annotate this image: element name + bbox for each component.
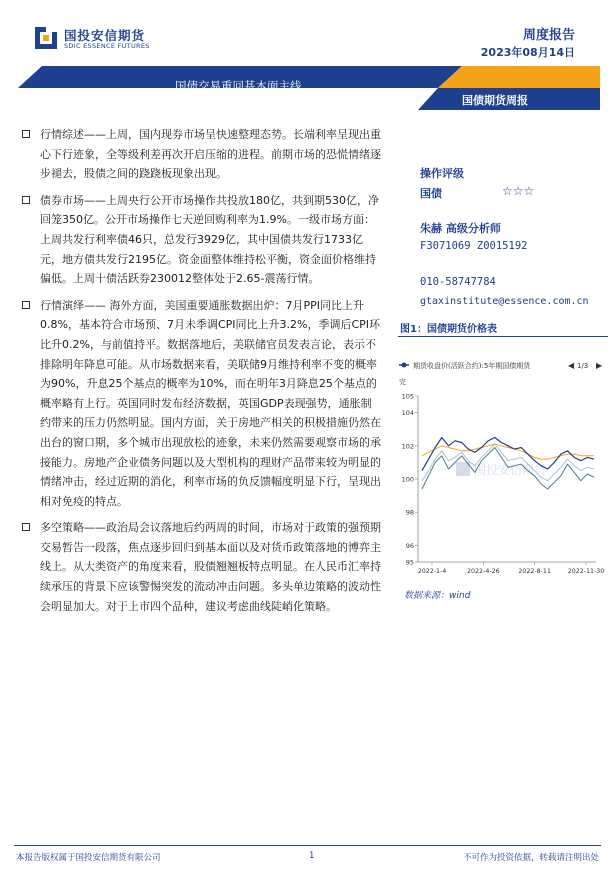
chart-source: 数据来源：wind <box>404 591 471 601</box>
bullet-strategy <box>22 518 382 616</box>
company-logo <box>34 24 184 54</box>
bullet-market-evolution <box>22 296 382 512</box>
report-date: 2023年08月14日 <box>480 46 575 59</box>
y-tick-label: 102 <box>401 442 414 451</box>
legend-text: 期货收盘价(活跃合约):5年期国债期货 <box>413 362 531 370</box>
x-tick-label: 2022-11-30 <box>567 568 605 575</box>
rating-stars-icon: ☆☆☆ <box>502 184 535 198</box>
chart-legend <box>399 361 603 386</box>
footer-divider <box>14 845 601 846</box>
figure-title: 图1：国债期货价格表 <box>400 324 497 335</box>
legend-prev-icon[interactable]: ◀ <box>568 361 575 370</box>
figure-divider <box>398 336 608 337</box>
summary-column <box>22 125 382 623</box>
bullet-text: 行情演绎—— 海外方面，美国重要通胀数据出炉：7月PPI同比上升0.8%，基本符合市场预、7月未季调CPI同比上升3.2%，季调后CPI环比升0.2%，与前值持平。数据落地后，美联储官员发表言论，表示不排除明年降息可能。从市场数据来看，美联储9月维持利率不变的概率为90%，升息25个基点的概率为10%，而在明年3月降息25个基点的概率略有上行。英国同时发布经济数据，英国GDP表现强势，通胀制约带来的压力仍然明显。国内方面，关于房地产相关的积极措施仍然在出台的窗口期，多个城市出现放松的迹象，未来仍然需要观察市场的承接能力。房地产企业债务问题以及大型机构的理财产品带来较为明显的情绪冲击，经过近期的消化，利率市场的负反馈幅度明显下行，呈现出相对免疫的特点。 <box>40 298 381 508</box>
x-tick-label: 2022-4-26 <box>467 568 500 575</box>
rating-label: 操作评级 <box>420 167 464 180</box>
bullet-square-icon <box>22 301 30 309</box>
x-tick-label: 2022-1-4 <box>417 568 447 575</box>
bullet-square-icon <box>22 523 30 531</box>
company-name-en: SDIC ESSENCE FUTURES <box>64 42 150 50</box>
bullet-text: 行情综述——上周，国内现券市场呈快速整理态势。长端利率呈现出重心下行迹象，全等级利差再次开启压缩的进程。前期市场的恐慌情绪逐步褪去，股债之间的跷跷板现象出现。 <box>40 128 381 181</box>
y-tick-label: 98 <box>405 508 414 517</box>
bullet-text: 债券市场——上周央行公开市场操作共投放180亿，共到期530亿，净回笼350亿。公开市场操作七天逆回购利率为1.9%。一级市场方面：上周共发行利率债46只，总发行3929亿，其中国债共发行1733亿元，地方债共发行2195亿。资金面整体维持松平衡，资金面价格维持偏低。上周十债活跃券230012整体处于2.65-震荡行情。 <box>40 193 379 286</box>
bullet-bond-market <box>22 191 382 289</box>
analyst-phone: 010-58747784 <box>420 276 496 288</box>
analyst-email[interactable]: gtaxinstitute@essence.com.cn <box>420 296 589 307</box>
analyst-name: 朱赫 高级分析师 <box>420 222 501 235</box>
watermark-text: 国投安信期货 <box>474 463 547 477</box>
bullet-square-icon <box>22 196 30 204</box>
y-tick-label: 105 <box>401 392 414 401</box>
bullet-market-review <box>22 125 382 184</box>
y-tick-label: 100 <box>401 475 414 484</box>
legend-page: 1/3 <box>577 362 589 370</box>
y-tick-label: 96 <box>405 541 414 550</box>
company-name-cn: 国投安信期货 <box>64 28 146 43</box>
legend-text-wrap: 完 <box>399 378 406 386</box>
logo-mark-icon <box>34 26 58 50</box>
rating-item: 国债 <box>420 187 442 200</box>
y-tick-label: 95 <box>405 558 414 567</box>
chart-svg <box>396 352 608 584</box>
bullet-text: 多空策略——政治局会议落地后约两周的时间，市场对于政策的强预期交易暂告一段落，焦点逐步回归到基本面以及对货币政策落地的博弈主线上。从大类资产的角度来看，股债翘翘板特点明显。在人民币汇率持续承压的背景下应该警惕突发的流动冲击问题。多头单边策略的波动性会明显加大。对于上市四个品种，建议考虑曲线陡峭化策略。 <box>40 521 381 613</box>
report-type: 周度报告 <box>522 28 575 43</box>
report-subtitle: 国债期货周报 <box>462 94 528 107</box>
legend-marker-icon <box>402 363 407 368</box>
report-title: 国债交易重回基本面主线 <box>175 79 302 93</box>
futures-price-chart <box>396 352 608 584</box>
legend-next-icon[interactable]: ▶ <box>596 361 603 370</box>
x-tick-label: 2022-8-11 <box>518 568 551 575</box>
footer-copyright: 本报告版权属于国投安信期货有限公司 <box>16 853 161 863</box>
footer-disclaimer: 不可作为投资依据，转载请注明出处 <box>462 853 599 863</box>
y-tick-label: 104 <box>401 409 414 418</box>
analyst-license: F3071069 Z0015192 <box>420 240 528 252</box>
bullet-square-icon <box>22 130 30 138</box>
page-number: 1 <box>309 851 315 861</box>
